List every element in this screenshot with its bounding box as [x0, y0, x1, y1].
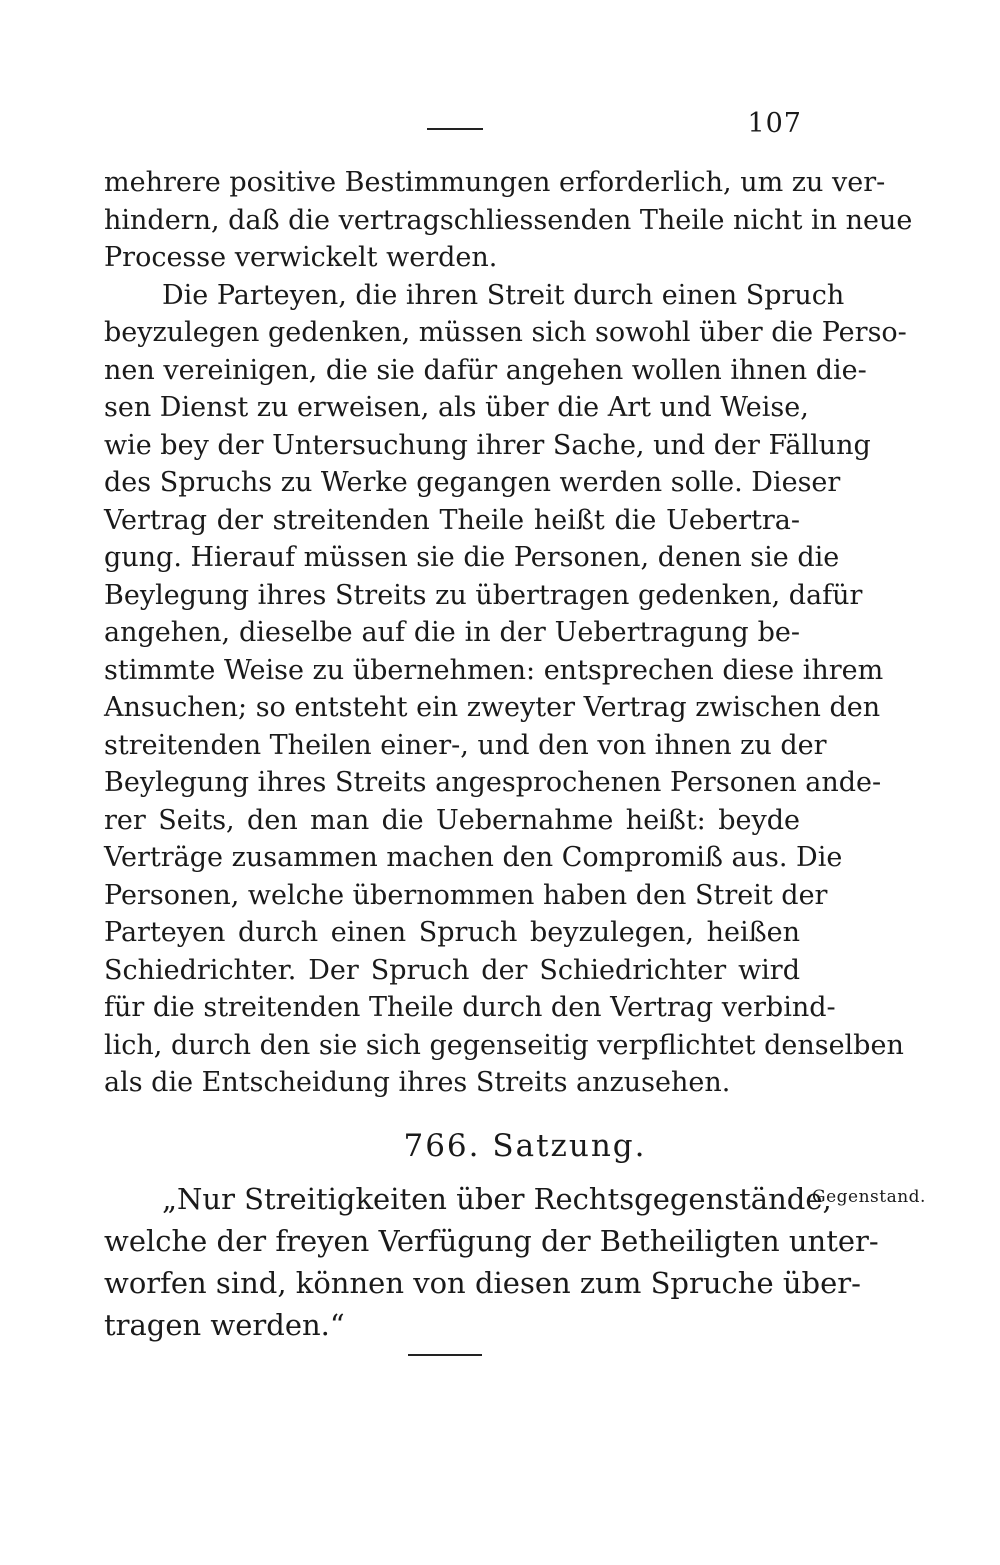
text-line: stimmte Weise zu übernehmen: entsprechen diese ihrem: [104, 654, 884, 686]
text-line: sen Dienst zu erweisen, als über die Art und Weise,: [104, 392, 809, 423]
text-line: angehen, dieselbe auf die in der Uebertragung be-: [104, 617, 800, 648]
text-line: Vertrag der streitenden Theile heißt die Uebertra-: [104, 504, 800, 536]
quote-line: tragen werden.“: [104, 1308, 345, 1342]
text-line: Beylegung ihres Streits zu übertragen gedenken, dafür: [104, 579, 863, 611]
end-rule: [408, 1354, 482, 1356]
text-line: gung. Hierauf müssen sie die Personen, denen sie die: [104, 542, 840, 573]
margin-note: Gegenstand.: [812, 1187, 926, 1207]
text-line: Verträge zusammen machen den Compromiß aus. Die: [104, 842, 843, 873]
text-line: streitenden Theilen einer-, und den von ihnen zu der: [104, 729, 827, 761]
quote-line: worfen sind, können von diesen zum Spruche über-: [104, 1266, 861, 1300]
text-line: Processe verwickelt werden.: [104, 242, 498, 273]
text-line: als die Entscheidung ihres Streits anzusehen.: [104, 1067, 731, 1098]
page-number: 107: [747, 108, 802, 139]
text-line: hindern, daß die vertragschliessenden Theile nicht in neue: [104, 204, 913, 236]
text-line: beyzulegen gedenken, müssen sich sowohl über die Perso-: [104, 317, 907, 348]
text-line: des Spruchs zu Werke gegangen werden solle. Dieser: [104, 467, 841, 498]
text-line: wie bey der Untersuchung ihrer Sache, und der Fällung: [104, 429, 871, 461]
text-line: Parteyen durch einen Spruch beyzulegen, heißen: [104, 917, 800, 948]
section-heading: 766. Satzung.: [403, 1128, 647, 1164]
text-line: rer Seits, den man die Uebernahme heißt: beyde: [104, 804, 800, 836]
text-line: Beylegung ihres Streits angesprochenen Personen ande-: [104, 767, 882, 798]
text-line: für die streitenden Theile durch den Vertrag verbind-: [104, 992, 836, 1023]
text-line: lich, durch den sie sich gegenseitig verpflichtet denselben: [104, 1029, 904, 1061]
text-line: Personen, welche übernommen haben den Streit der: [104, 879, 828, 911]
quote-line: welche der freyen Verfügung der Betheiligten unter-: [104, 1224, 879, 1258]
text-line: mehrere positive Bestimmungen erforderlich, um zu ver-: [104, 167, 886, 198]
quote-line: „Nur Streitigkeiten über Rechtsgegenstände,: [162, 1182, 832, 1216]
body-text: [104, 164, 913, 1102]
text-line: Die Parteyen, die ihren Streit durch einen Spruch: [162, 279, 845, 311]
text-line: Schiedrichter. Der Spruch der Schiedrichter wird: [104, 954, 800, 986]
header-rule: [427, 128, 483, 130]
text-line: Ansuchen; so entsteht ein zweyter Vertrag zwischen den: [104, 692, 881, 723]
text-line: nen vereinigen, die sie dafür angehen wollen ihnen die-: [104, 354, 867, 386]
